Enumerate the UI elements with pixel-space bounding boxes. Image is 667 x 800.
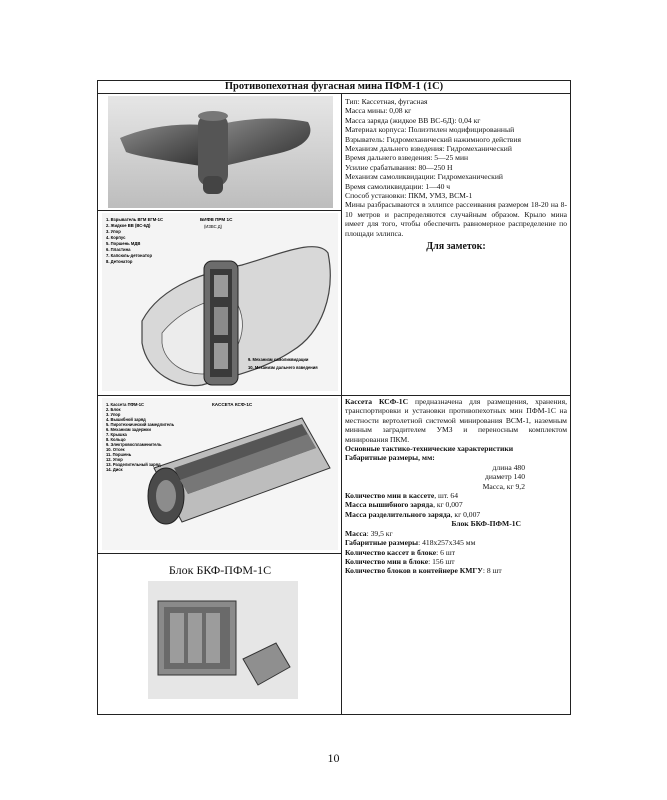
stat-value: , кг 0,007 bbox=[433, 500, 463, 510]
spec-line: Масса заряда (жидкое ВВ ВС-6Д): 0,04 кг bbox=[345, 115, 481, 125]
legend-item: 10. Механизм дальнего взведения bbox=[248, 365, 318, 370]
stat-value: : 8 шт bbox=[482, 566, 502, 576]
stat-value: , шт. 64 bbox=[434, 491, 459, 501]
diagram-header: КАССЕТА КСФ-1С bbox=[212, 402, 253, 407]
stat-label: Количество мин в кассете bbox=[345, 491, 435, 501]
cassette-name: Кассета КСФ-1С bbox=[345, 397, 409, 406]
row-divider bbox=[98, 210, 341, 211]
column-divider bbox=[341, 94, 342, 714]
mine-datasheet-table bbox=[97, 80, 571, 715]
page-number: 10 bbox=[327, 751, 340, 765]
stat-value: : 6 шт bbox=[436, 547, 456, 557]
main-characteristics-heading: Основные тактико-технические характеристики bbox=[345, 444, 514, 454]
dimension-diameter: диаметр 140 bbox=[485, 472, 525, 482]
stat-value: : 39,5 кг bbox=[366, 528, 393, 538]
row-divider bbox=[98, 553, 341, 554]
legend-item: 3. Упор bbox=[106, 412, 121, 417]
legend-item: 7. Капсюль-детонатор bbox=[106, 253, 153, 258]
stat-value: : 156 шт bbox=[428, 556, 455, 566]
legend-item: 14. Диск bbox=[106, 467, 123, 472]
diagram-header: БИФВ ПРМ 1С bbox=[200, 217, 233, 222]
legend-item: 8. Детонатор bbox=[106, 259, 133, 264]
spec-line: Механизм дальнего взведения: Гидромеханический bbox=[345, 144, 512, 154]
mine-section-diagram bbox=[102, 213, 338, 391]
scatter-note: Мины разбрасываются в эллипсе рассеивания размером 18-20 на 8-10 метров и распределяются случайным образом. Крыло мина имеет для того, чтобы обеспечить равномерное распределение по площади эллипса. bbox=[345, 200, 567, 238]
legend-item: 2. Жидкое ВВ (ВС-6Д) bbox=[106, 223, 151, 228]
diagram-subheader: (ИЗВС Д) bbox=[204, 224, 223, 229]
cassette-info bbox=[345, 397, 567, 576]
stat-value: , кг 0,007 bbox=[450, 509, 481, 519]
cassette-mass: Масса, кг 9,2 bbox=[482, 481, 525, 491]
stat-label: Количество блоков в контейнере КМГУ bbox=[345, 566, 483, 576]
legend-item: 6. Пластина bbox=[106, 247, 131, 252]
stat-label: Количество кассет в блоке bbox=[345, 547, 437, 557]
stat-label: Масса вышибного заряда bbox=[345, 500, 434, 510]
legend-item: 6. Механизм задержки bbox=[106, 427, 151, 432]
legend-item: 9. Механизм самоликвидации bbox=[248, 357, 309, 362]
spec-line: Масса мины: 0,08 кг bbox=[345, 106, 412, 116]
stat-label: Габаритные размеры bbox=[345, 538, 419, 548]
legend-item: 8. Кольцо bbox=[106, 437, 126, 442]
legend-item: 1. Кассета ПФМ-1С bbox=[106, 402, 145, 407]
spec-line: Тип: Кассетная, фугасная bbox=[345, 97, 428, 106]
legend-item: 4. Корпус bbox=[106, 235, 126, 240]
cassette-diagram bbox=[102, 398, 338, 550]
legend-item: 5. Пиротехнический замедлитель bbox=[106, 422, 175, 427]
legend-item: 3. Упор bbox=[106, 229, 121, 234]
legend-item: 1. Взрыватель ВГМ ЕГМ-1С bbox=[106, 217, 163, 222]
legend-item: 5. Поршень МДВ bbox=[106, 241, 141, 246]
stat-value: : 418х257х345 мм bbox=[418, 538, 476, 548]
block-photo-caption: Блок БКФ-ПФМ-1С bbox=[168, 563, 272, 577]
stat-label: Масса разделительного заряда bbox=[345, 509, 451, 519]
specs-block bbox=[345, 97, 567, 253]
spec-line: Время дальнего взведения: 5—25 мин bbox=[345, 153, 469, 163]
spec-line: Время самоликвидации: 1—40 ч bbox=[345, 181, 451, 191]
table-title: Противопехотная фугасная мина ПФМ-1 (1С) bbox=[98, 81, 570, 94]
spec-line: Материал корпуса: Полиэтилен модифицированный bbox=[345, 125, 515, 135]
legend-item: 7. Крышка bbox=[106, 432, 127, 437]
legend-item: 2. Блок bbox=[106, 407, 121, 412]
dimension-length: длина 480 bbox=[492, 462, 525, 472]
legend-item: 4. Вышибной заряд bbox=[106, 417, 146, 422]
notes-heading: Для заметок: bbox=[426, 241, 486, 253]
spec-line: Взрыватель: Гидромеханический нажимного действия bbox=[345, 134, 521, 144]
spec-line: Способ установки: ПКМ, УМЗ, ВСМ-1 bbox=[345, 191, 473, 201]
row-divider bbox=[98, 395, 571, 396]
dimensions-heading: Габаритные размеры, мм: bbox=[345, 453, 435, 463]
legend-item: 12. Упор bbox=[106, 457, 123, 462]
cassette-description: предназначена для размещения, хранения, транспортировки и установки противопехотных мин ПФМ-1С на местности вертолетной системой минирования ВСМ-1, наземным минным заградителем УМЗ и переносным комплектом минирования ПКМ. bbox=[345, 397, 567, 444]
legend-item: 9. Электровоспламенитель bbox=[106, 442, 162, 447]
block-photo bbox=[148, 581, 298, 699]
stat-label: Количество мин в блоке bbox=[345, 556, 429, 566]
legend-item: 13. Разделительный заряд bbox=[106, 462, 161, 467]
legend-item: 10. Отсек bbox=[106, 447, 125, 452]
mine-photo bbox=[108, 96, 333, 208]
block-heading: Блок БКФ-ПФМ-1С bbox=[451, 519, 521, 529]
spec-line: Механизм самоликвидации: Гидромеханический bbox=[345, 172, 503, 182]
stat-label: Масса bbox=[345, 528, 367, 538]
spec-line: Усилие срабатывания: 80—250 Н bbox=[345, 162, 453, 172]
legend-item: 11. Поршень bbox=[106, 452, 132, 457]
